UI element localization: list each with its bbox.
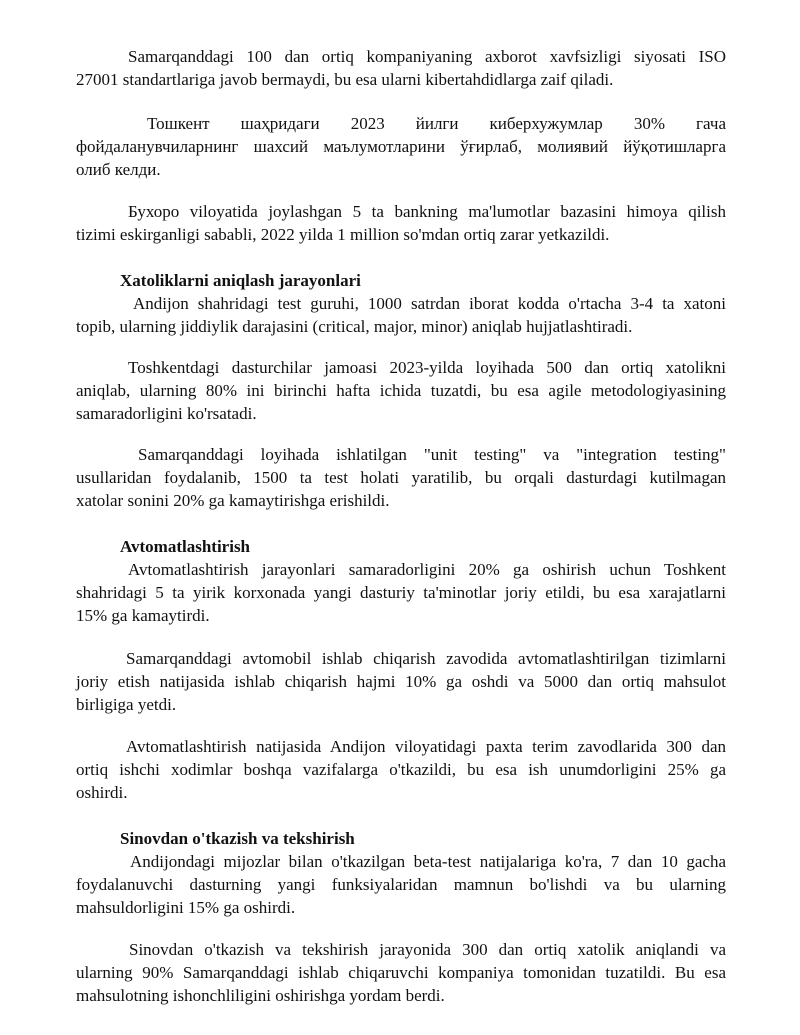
paragraph-andijon-beta-test — [76, 850, 726, 919]
paragraph-tashkent-cyberattacks — [76, 112, 726, 181]
paragraph-andijon-cotton-plants — [76, 735, 726, 804]
paragraph-line: shahridagi 5 ta yirik korxonada yangi dasturiy ta'minotlar joriy etildi, bu esa xarajatlarni — [76, 583, 726, 602]
paragraph-line: 15% ga kamaytirdi. — [76, 606, 210, 625]
paragraph-line: Бухоро viloyatida joylashgan 5 ta bankning ma'lumotlar bazasini himoya qilish — [128, 202, 726, 221]
paragraph-line: ortiq ishchi xodimlar boshqa vazifalarga o'tkazildi, bu esa ish unumdorligini 25% ga — [76, 760, 726, 779]
paragraph-line: Samarqanddagi 100 dan ortiq kompaniyaning axborot xavfsizligi siyosati ISO — [128, 47, 726, 66]
paragraph-samarkand-testing — [76, 443, 726, 512]
paragraph-iso-27001 — [76, 45, 726, 91]
paragraph-line: Toshkentdagi dasturchilar jamoasi 2023-yilda loyihada 500 dan ortiq xatolikni — [128, 358, 726, 377]
paragraph-line: mahsulotning ishonchliligini oshirishga yordam berdi. — [76, 986, 445, 1005]
paragraph-samarkand-car-plant — [76, 647, 726, 716]
paragraph-line: joriy etish natijasida ishlab chiqarish hajmi 10% ga oshdi va 5000 dan ortiq mahsulot — [76, 672, 726, 691]
paragraph-line: Sinovdan o'tkazish va tekshirish jarayonida 300 dan ortiq xatolik aniqlandi va — [129, 940, 726, 959]
paragraph-line: tizimi eskirganligi sababli, 2022 yilda 1 million so'mdan ortiq zarar yetkazildi. — [76, 225, 610, 244]
paragraph-line: foydalanuvchi dasturning yangi funksiyalaridan mamnun bo'lishdi va bu ularning — [76, 875, 726, 894]
paragraph-line: Andijondagi mijozlar bilan o'tkazilgan beta-test natijalariga ko'ra, 7 dan 10 gacha — [130, 852, 726, 871]
paragraph-line: ularning 90% Samarqanddagi ishlab chiqaruvchi kompaniya tomonidan tuzatildi. Bu esa — [76, 963, 726, 982]
paragraph-line: oshirdi. — [76, 783, 128, 802]
paragraph-line: 27001 standartlariga javob bermaydi, bu esa ularni kibertahdidlarga zaif qiladi. — [76, 70, 614, 89]
paragraph-line: фойдаланувчиларнинг шахсий маълумотларини ўғирлаб, молиявий йўқотишларга — [76, 137, 726, 156]
section-heading-automation: Avtomatlashtirish — [120, 537, 251, 556]
paragraph-line: Avtomatlashtirish jarayonlari samaradorligini 20% ga oshirish uchun Toshkent — [128, 560, 726, 579]
paragraph-tashkent-developers — [76, 356, 726, 425]
section-heading-testing-verification: Sinovdan o'tkazish va tekshirish — [120, 829, 355, 848]
paragraph-line: олиб келди. — [76, 160, 161, 179]
paragraph-line: mahsuldorligini 15% ga oshirdi. — [76, 898, 296, 917]
paragraph-bukhara-banks — [76, 200, 726, 246]
paragraph-line: topib, ularning jiddiylik darajasini (critical, major, minor) aniqlab hujjatlashtiradi. — [76, 317, 633, 336]
paragraph-line: xatolar sonini 20% ga kamaytirishga erishildi. — [76, 491, 390, 510]
paragraph-line: Samarqanddagi avtomobil ishlab chiqarish zavodida avtomatlashtirilgan tizimlarni — [126, 649, 726, 668]
paragraph-line: Тошкент шаҳридаги 2023 йилги киберхужумлар 30% гача — [147, 114, 726, 133]
paragraph-andijon-test-group — [76, 292, 726, 338]
section-heading-error-detection: Xatoliklarni aniqlash jarayonlari — [120, 271, 361, 290]
paragraph-line: Samarqanddagi loyihada ishlatilgan "unit testing" va "integration testing" — [138, 445, 726, 464]
paragraph-line: aniqlab, ularning 80% ini birinchi hafta ichida tuzatdi, bu esa agile metodologiyasining — [76, 381, 726, 400]
paragraph-line: usullaridan foydalanib, 1500 ta test holati yaratilib, bu orqali dasturdagi kutilmagan — [76, 468, 726, 487]
paragraph-line: birligiga yetdi. — [76, 695, 177, 714]
paragraph-line: Avtomatlashtirish natijasida Andijon viloyatidagi paxta terim zavodlarida 300 dan — [126, 737, 726, 756]
paragraph-line: Andijon shahridagi test guruhi, 1000 satrdan iborat kodda o'rtacha 3-4 ta xatoni — [133, 294, 726, 313]
paragraph-line: samaradorligini ko'rsatadi. — [76, 404, 257, 423]
paragraph-tashkent-automation — [76, 558, 726, 627]
paragraph-testing-fixes — [76, 938, 726, 1007]
